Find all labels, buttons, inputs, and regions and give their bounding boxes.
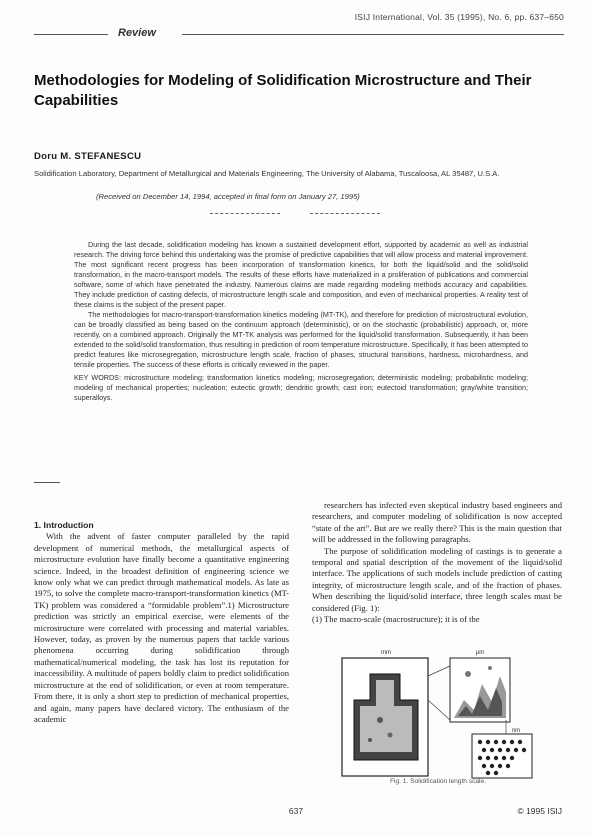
abstract-paragraph: The methodologies for macro-transport-transformation kinetics modeling (MT-TK), and therefore for prediction of microstructural evolution, can be broadly classified as being based on the continuum approach (deterministic), or on the stochastic (probabilistic) approach, or, more recently, on a combined approach. Originally the MT-TK analysis was performed for the liquid/solid transformation. Subsequently, it has been extended to the solid/solid transformation, thus resulting in prediction of room temperature microstructure. Specifically, it has been attempted to predict features like microsegregation, microstructure length scale, fraction of phases, structural transitions, hardness, microhardness, and tensile properties. The success of these efforts is critically reviewed in the paper. bbox=[74, 310, 528, 369]
list-item: (1) The macro-scale (macrostructure); it is of the bbox=[312, 614, 480, 625]
scale-label-mm: mm bbox=[381, 650, 391, 656]
scale-label-um: μm bbox=[475, 650, 485, 656]
section-banner bbox=[34, 27, 564, 41]
micro-scale-panel bbox=[450, 650, 510, 722]
author-name: Doru M. STEFANESCU bbox=[34, 151, 142, 162]
macro-scale-panel bbox=[342, 650, 428, 776]
banner-rule-right bbox=[182, 34, 564, 35]
body-paragraph: researchers has infected even skeptical industry based engineers and researchers, and computer modeling of solidification is now accepted “state of the art”. But are we really there? This is the main question that will be addressed in the following paragraphs. bbox=[312, 500, 562, 545]
nano-scale-panel bbox=[472, 728, 532, 778]
keywords: KEY WORDS: microstructure modeling; transformation kinetics modeling; microsegregation; deterministic modeling; probabilistic modeling; modeling of mechanical properties; nucleation; eutectic growth; dendritic growth; cast iron; eutectoid transformation; gray/white transition; superalloys. bbox=[74, 373, 528, 402]
section-label: Review bbox=[118, 27, 156, 39]
abstract bbox=[74, 240, 528, 403]
length-scale-figure bbox=[340, 640, 536, 780]
body-paragraph: The purpose of solidification modeling of castings is to generate a temporal and spatial description of the movement of the liquid/solid interface. The applications of such models include prediction of casting integrity, of microstructure length scale, and of the fraction of phases. When describing the liquid/solid interface, three length scales must be considered (Fig. 1): bbox=[312, 545, 562, 613]
journal-citation: ISIJ International, Vol. 35 (1995), No. 6, pp. 637–650 bbox=[354, 12, 564, 22]
author-affiliation: Solidification Laboratory, Department of Metallurgical and Materials Engineering, The University of Alabama, Tuscaloosa, AL 35487, U.S.A. bbox=[34, 169, 500, 178]
separator-right bbox=[310, 213, 380, 215]
section-heading: 1. Introduction bbox=[34, 520, 94, 530]
figure-caption: Fig. 1. Solidification length scale. bbox=[389, 778, 487, 785]
body-column-left bbox=[34, 520, 289, 725]
separator-left bbox=[210, 213, 280, 215]
abstract-paragraph: During the last decade, solidification modeling has known a sustained development effort, supported by academic as well as industrial research. The driving force behind this undertaking was the promise of predictive capabilities that will allow process and material improvement. The most significant recent progress has been incorporation of transformation kinetics, for both the liquid/solid and the solid/solid transformation, in the macro-transport models. The results of these efforts have materialized in a proliferation of publications and commercial software, some of which have penetrated the industry. Numerous claims are made regarding modeling methods accuracy and capabilities. They include prediction of casting defects, of microstructure length scale and composition, and even of mechanical properties. A reality test of these claims is the subject of the present paper. bbox=[74, 240, 528, 309]
article-title: Methodologies for Modeling of Solidification Microstructure and Their Capabilities bbox=[34, 72, 532, 109]
body-paragraph: With the advent of faster computer paralleled by the rapid development of numerical methods, the metallurgical aspects of microstructure evolution have finally become a quantitative engineering science. Indeed, in the broadest definition of engineering science we know only what we can predict through mathematical models. As late as 1975, to solve the complete macro-transport-transformation kinetics (MT-TK) problem was considered a “formidable problem”.1) Microstructure prediction was strictly an empirical exercise, were elements of the microstructure were correlated with processing and material variables. However, today, as proven by the numerous papers that tackle various phenomena occurring during solidification through mathematical/numerical modeling, the task has lost its reputation for inaccessibility. A multitude of papers boldly claim to predict solidification microstructure at the end of solidification, or even at room temperature. From there, it is only a short step to prediction of mechanical properties, and again, many papers have declared victory. The enthusiasm of the academic bbox=[34, 531, 289, 724]
received-dates: (Received on December 14, 1994, accepted in final form on January 27, 1995) bbox=[96, 192, 360, 201]
zoom-line bbox=[428, 666, 450, 676]
zoom-line bbox=[428, 700, 450, 720]
section-rule bbox=[34, 482, 60, 483]
copyright: © 1995 ISIJ bbox=[517, 806, 562, 816]
scale-label-nm: nm bbox=[511, 728, 521, 734]
page-number: 637 bbox=[288, 806, 304, 816]
banner-rule-left bbox=[34, 34, 108, 35]
body-column-right bbox=[312, 500, 562, 625]
